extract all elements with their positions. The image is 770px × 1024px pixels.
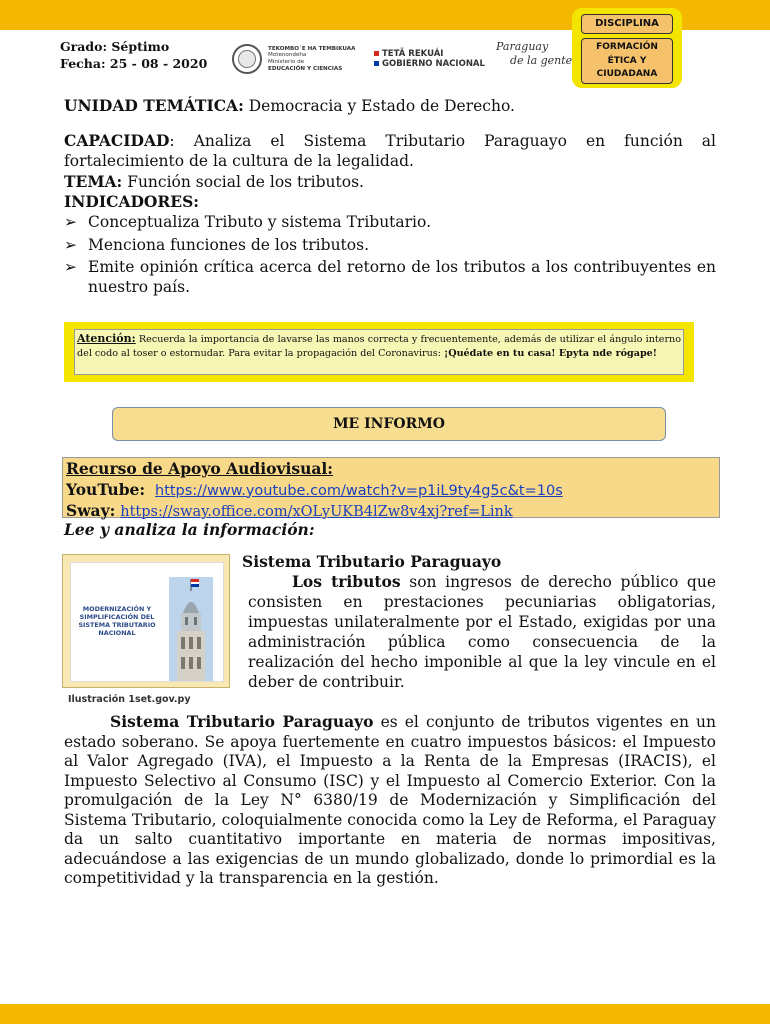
sway-label: Sway:	[66, 501, 116, 520]
recurso-title: Recurso de Apoyo Audiovisual:	[66, 459, 334, 478]
recurso-box	[62, 457, 720, 518]
bottom-band	[0, 1004, 770, 1024]
py-line2: de la gente	[510, 54, 573, 67]
atencion-emphasis: ¡Quédate en tu casa! Epyta nde rógape!	[444, 348, 657, 359]
me-informo-heading: ME INFORMO	[112, 407, 666, 441]
illustration	[62, 554, 230, 688]
youtube-label: YouTube:	[66, 479, 146, 499]
article-title: Sistema Tributario Paraguayo	[242, 552, 502, 571]
mec-line1: TEKOMBO´E HA TEMBIKUAA	[268, 45, 356, 52]
tema: TEMA: Función social de los tributos.	[64, 172, 364, 191]
atencion-label: Atención:	[77, 332, 136, 345]
illustration-text: MODERNIZACIÓN Y SIMPLIFICACIÓN DEL SISTEMA TRIBUTARIO NACIONAL	[78, 605, 156, 637]
mec-line4: EDUCACIÓN Y CIENCIAS	[268, 65, 343, 72]
building-tower-icon	[169, 577, 213, 681]
list-item: ➢ Emite opinión crítica acerca del retorno de los tributos a los contribuyentes en nuestro país.	[64, 258, 716, 296]
lee-instruction: Lee y analiza la información:	[64, 520, 315, 539]
article-paragraph-1: Los tributos son ingresos de derecho público que consisten en prestaciones pecuniarias obligatorias, impuestas unilateralmente por el Estado, exigidas por una administración pública como consecuencia de la realización del hecho imponible al que la ley vincule en el deber de contribuir.	[248, 572, 716, 691]
youtube-link[interactable]: https://www.youtube.com/watch?v=p1iL9ty4g5c&t=10s	[155, 482, 563, 499]
paraguay-logo	[496, 40, 572, 68]
sway-link[interactable]: https://sway.office.com/xOLyUKB4lZw8v4xj?ref=Link	[120, 504, 513, 520]
fecha-label: Fecha: 25 - 08 - 2020	[60, 56, 208, 71]
capacidad: CAPACIDAD: Analiza el Sistema Tributario Paraguayo en función al fortalecimiento de la cultura de la legalidad.	[64, 131, 716, 170]
py-line1: Paraguay	[496, 40, 549, 53]
gobierno-logo	[374, 50, 485, 69]
header-info	[60, 38, 207, 72]
indicadores-list	[64, 213, 716, 300]
mec-line2: Motenondeha	[268, 52, 307, 59]
disciplina-label: DISCIPLINA	[581, 14, 673, 34]
indicadores-title: INDICADORES:	[64, 192, 200, 211]
arrow-bullet-icon: ➢	[64, 258, 77, 276]
mec-logo	[232, 44, 355, 74]
flag-blue-icon	[374, 61, 379, 66]
illustration-caption: Ilustración 1set.gov.py	[68, 694, 191, 705]
arrow-bullet-icon: ➢	[64, 235, 77, 254]
atencion-text: Recuerda la importancia de lavarse las manos correcta y frecuentemente, además de utilizar el ángulo interno del codo al toser o estornudar. Para evitar la propagación del Coronavirus:	[77, 334, 681, 359]
gob-line2: GOBIERNO NACIONAL	[382, 58, 485, 69]
arrow-bullet-icon: ➢	[64, 213, 77, 231]
disciplina-value: FORMACIÓN ÉTICA Y CIUDADANA	[581, 38, 673, 84]
gob-line1: TETÃ REKUÁI	[382, 49, 444, 59]
list-item: ➢ Menciona funciones de los tributos.	[64, 235, 369, 254]
flag-red-icon	[374, 51, 379, 56]
unidad-tematica: UNIDAD TEMÁTICA: Democracia y Estado de Derecho.	[64, 96, 515, 115]
mec-line3: Ministerio de	[268, 59, 305, 65]
article-paragraph-2: Sistema Tributario Paraguayo es el conjunto de tributos vigentes en un estado soberano. Se apoya fuertemente en cuatro impuestos básicos: el Impuesto al Valor Agregado (IVA), el Impuesto a la Renta de la Empresas (IRACIS), el Impuesto Selectivo al Consumo (ISC) y el Impuesto al Comercio Exterior. Con la promulgación de la Ley N° 6380/19 de Modernización y Simplificación del Sistema Tributario, coloquialmente conocida como la Ley de Reforma, el Paraguay da un salto cuantitativo importante en materia de normas impositivas, adecuándose a las exigencias de un mundo globalizado, donde lo primordial es la competitividad y la transparencia en la gestión.	[64, 712, 716, 887]
atencion-box	[64, 322, 694, 382]
grado-label: Grado: Séptimo	[60, 39, 170, 54]
seal-icon	[232, 44, 262, 74]
disciplina-box	[572, 8, 682, 88]
list-item: ➢ Conceptualiza Tributo y sistema Tributario.	[64, 213, 431, 231]
